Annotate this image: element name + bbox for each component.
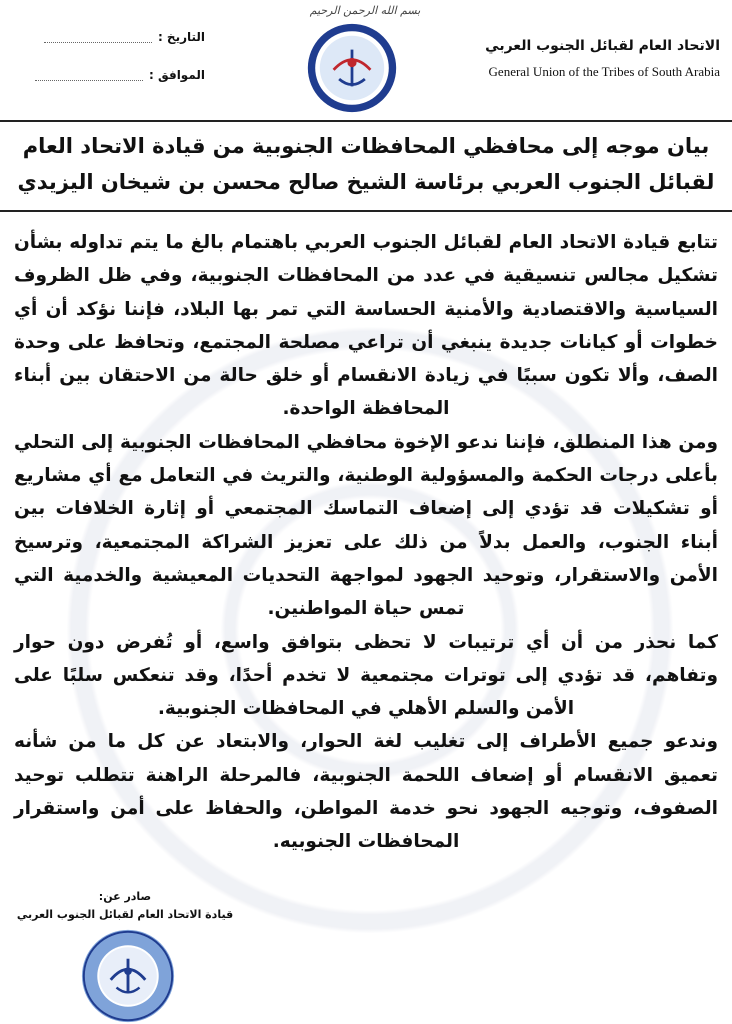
body-paragraph: تتابع قيادة الاتحاد العام لقبائل الجنوب العربي باهتمام بالغ ما يتم تداوله بشأن تشكيل مجالس تنسيقية في عدد من المحافظات الجنوبية، وفي ظل الظروف السياسية والاقتصادية والأمنية الحساسة التي تمر بها البلاد، فإننا نؤكد أن أي خطوات أو كيانات جديدة ينبغي أن تراعي مصلحة المجتمع، وتحافظ على وحدة الصف، وألا تكون سببًا في زيادة الانقسام أو خلق حالة من الاحتقان بين أبناء المحافظة الواحدة. bbox=[14, 232, 718, 420]
body-paragraph: وندعو جميع الأطراف إلى تغليب لغة الحوار، والابتعاد عن كل ما من شأنه تعميق الانقسام أو إضعاف اللحمة الجنوبية، فالمرحلة الراهنة تتطلب توحيد الصفوف، وتوجيه الجهود نحو خدمة المواطن، والحفاظ على أمن واستقرار المحافظات الجنوبيه. bbox=[14, 731, 718, 853]
body-paragraph: ومن هذا المنطلق، فإننا ندعو الإخوة محافظي المحافظات الجنوبية إلى التحلي بأعلى درجات الحكمة والمسؤولية الوطنية، والتريث في التعامل مع أي مشاريع أو تشكيلات قد تؤدي إلى إضعاف التماسك المجتمعي أو إثارة الخلافات بين أبناء الجنوب، والعمل بدلاً من ذلك على تعزيز الشراكة المجتمعية، وترسيخ الأمن والاستقرار، وتوحيد الجهود لمواجهة التحديات المعيشية والخدمية التي تمس حياة المواطنين. bbox=[14, 431, 718, 620]
body-paragraph: كما نحذر من أن أي ترتيبات لا تحظى بتوافق واسع، أو تُفرض دون حوار وتفاهم، قد تؤدي إلى توترات مجتمعية لا تخدم أحدًا، وقد تنعكس سلبًا على الأمن والسلم الأهلي في المحافظات الجنوبية. bbox=[14, 631, 718, 720]
corresponding-dotted-line bbox=[35, 70, 143, 81]
title-line: لقبائل الجنوب العربي برئاسة الشيخ صالح محسن بن شيخان اليزيدي bbox=[17, 170, 715, 194]
issuer-block bbox=[10, 888, 240, 924]
letterhead bbox=[0, 0, 732, 118]
org-name-english: General Union of the Tribes of South Arabia bbox=[488, 64, 720, 79]
issued-by-label: صادر عن: bbox=[98, 890, 152, 903]
union-emblem-logo bbox=[306, 22, 398, 114]
corresponding-label: الموافق : bbox=[149, 68, 205, 82]
basmala: بسم الله الرحمن الرحيم bbox=[309, 4, 421, 17]
corresponding-date-field bbox=[35, 68, 205, 82]
statement-title bbox=[10, 128, 722, 200]
official-seal-stamp bbox=[80, 928, 176, 1024]
org-name-arabic: الاتحاد العام لقبائل الجنوب العربي bbox=[485, 38, 720, 54]
date-label: التاريخ : bbox=[157, 30, 205, 44]
title-divider bbox=[0, 210, 732, 212]
date-field bbox=[44, 30, 205, 44]
statement-body bbox=[14, 226, 718, 859]
title-line: بيان موجه إلى محافظي المحافظات الجنوبية من قيادة الاتحاد العام bbox=[22, 134, 710, 158]
issuer-name: قيادة الاتحاد العام لقبائل الجنوب العربي bbox=[16, 908, 234, 921]
date-dotted-line bbox=[44, 32, 152, 43]
header-divider bbox=[0, 120, 732, 122]
